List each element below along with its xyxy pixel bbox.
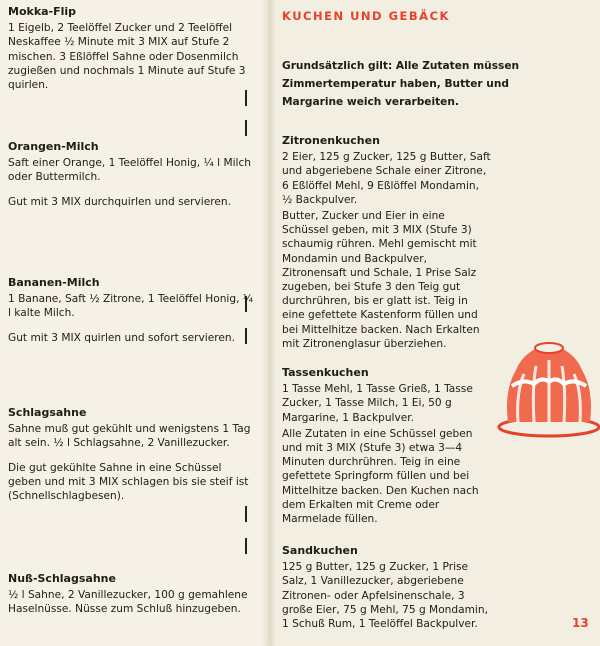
book-gutter <box>262 0 276 646</box>
recipe-schlagsahne <box>8 406 258 513</box>
recipe-text: Saft einer Orange, 1 Teelöffel Honig, ¼ l Milch oder Buttermilch. <box>8 157 252 184</box>
recipe-title: Bananen-Milch <box>8 276 100 289</box>
recipe-text: 125 g Butter, 125 g Zucker, 1 Prise Salz, 1 Vanillezucker, abgeriebene Zitronen- oder Apfelsinenschale, 3 große Eier, 75 g Mehl, 75 g Mondamin, 1 Schuß Rum, 1 Teelöffel Backpulver. <box>282 561 488 631</box>
recipe-text: 1 Tasse Mehl, 1 Tasse Grieß, 1 Tasse Zucker, 1 Tasse Milch, 1 Ei, 50 g Margarine, 1 Backpulver. <box>282 383 473 424</box>
recipe-title: Tassenkuchen <box>282 366 369 379</box>
recipe-nuss-schlagsahne <box>8 572 258 627</box>
recipe-title: Nuß-Schlagsahne <box>8 572 116 585</box>
recipe-text: 1 Banane, Saft ½ Zitrone, 1 Teelöffel Honig, ¼ l kalte Milch. <box>8 293 254 320</box>
recipe-text: Gut mit 3 MIX quirlen und sofort servieren. <box>8 331 235 344</box>
section-title: KUCHEN UND GEBÄCK <box>282 9 450 23</box>
binding-mark <box>245 538 247 554</box>
recipe-tassenkuchen <box>282 366 488 528</box>
recipe-title: Sandkuchen <box>282 544 358 557</box>
recipe-title: Zitronenkuchen <box>282 134 380 147</box>
recipe-mokka-flip <box>8 5 258 102</box>
recipe-zitronenkuchen <box>282 134 492 353</box>
bundt-cake-icon <box>494 330 600 440</box>
recipe-text: 1 Eigelb, 2 Teelöffel Zucker und 2 Teelöffel Neskaffee ½ Minute mit 3 MIX auf Stufe 2 mischen. 3 Eßlöffel Sahne oder Dosenmilch zugießen und nochmals 1 Minute auf Stufe 3 quirlen. <box>8 22 246 92</box>
recipe-title: Schlagsahne <box>8 406 87 419</box>
recipe-title: Orangen-Milch <box>8 140 99 153</box>
recipe-orangen-milch <box>8 140 258 219</box>
recipe-text: Die gut gekühlte Sahne in eine Schüssel geben und mit 3 MIX schlagen bis sie steif ist (Schnellschlagbesen). <box>8 461 249 503</box>
recipe-text: ½ l Sahne, 2 Vanillezucker, 100 g gemahlene Haselnüsse. Nüsse zum Schluß hinzugeben. <box>8 589 248 616</box>
recipe-title: Mokka-Flip <box>8 5 77 18</box>
recipe-text: Gut mit 3 MIX durchquirlen und servieren. <box>8 195 231 208</box>
recipe-text: Butter, Zucker und Eier in eine Schüssel geben, mit 3 MIX (Stufe 3) schaumig rühren. Mehl gemischt mit Mondamin und Backpulver, Zitronensaft und Schale, 1 Prise Salz zugeben, bei Stufe 3 den Teig gut durchrühren, bis er glatt ist. Teig in eine gefettete Kastenform füllen und bei Mittelhitze backen. Nach Erkalten mit Zitronenglasur überziehen. <box>282 210 480 350</box>
cake-center-hole <box>535 343 563 353</box>
recipe-text: 2 Eier, 125 g Zucker, 125 g Butter, Saft und abgeriebene Schale einer Zitrone, 6 Eßlöffel Mehl, 9 Eßlöffel Mondamin, ½ Backpulver. <box>282 151 491 206</box>
recipe-bananen-milch <box>8 276 258 355</box>
recipe-sandkuchen <box>282 544 488 633</box>
page-number: 13 <box>572 616 589 630</box>
binding-mark <box>245 120 247 136</box>
intro-text: Grundsätzlich gilt: Alle Zutaten müssen Zimmertemperatur haben, Butter und Margarine weich verarbeiten. <box>282 60 520 108</box>
recipe-text: Alle Zutaten in eine Schüssel geben und mit 3 MIX (Stufe 3) etwa 3—4 Minuten durchrühren. Teig in eine gefettete Springform füllen und bei Mittelhitze backen. Den Kuchen nach dem Erkalten mit Creme oder Marmelade füllen. <box>282 427 479 526</box>
recipe-text: Sahne muß gut gekühlt und wenigstens 1 Tag alt sein. ½ l Schlagsahne, 2 Vanillezucker. <box>8 423 251 450</box>
